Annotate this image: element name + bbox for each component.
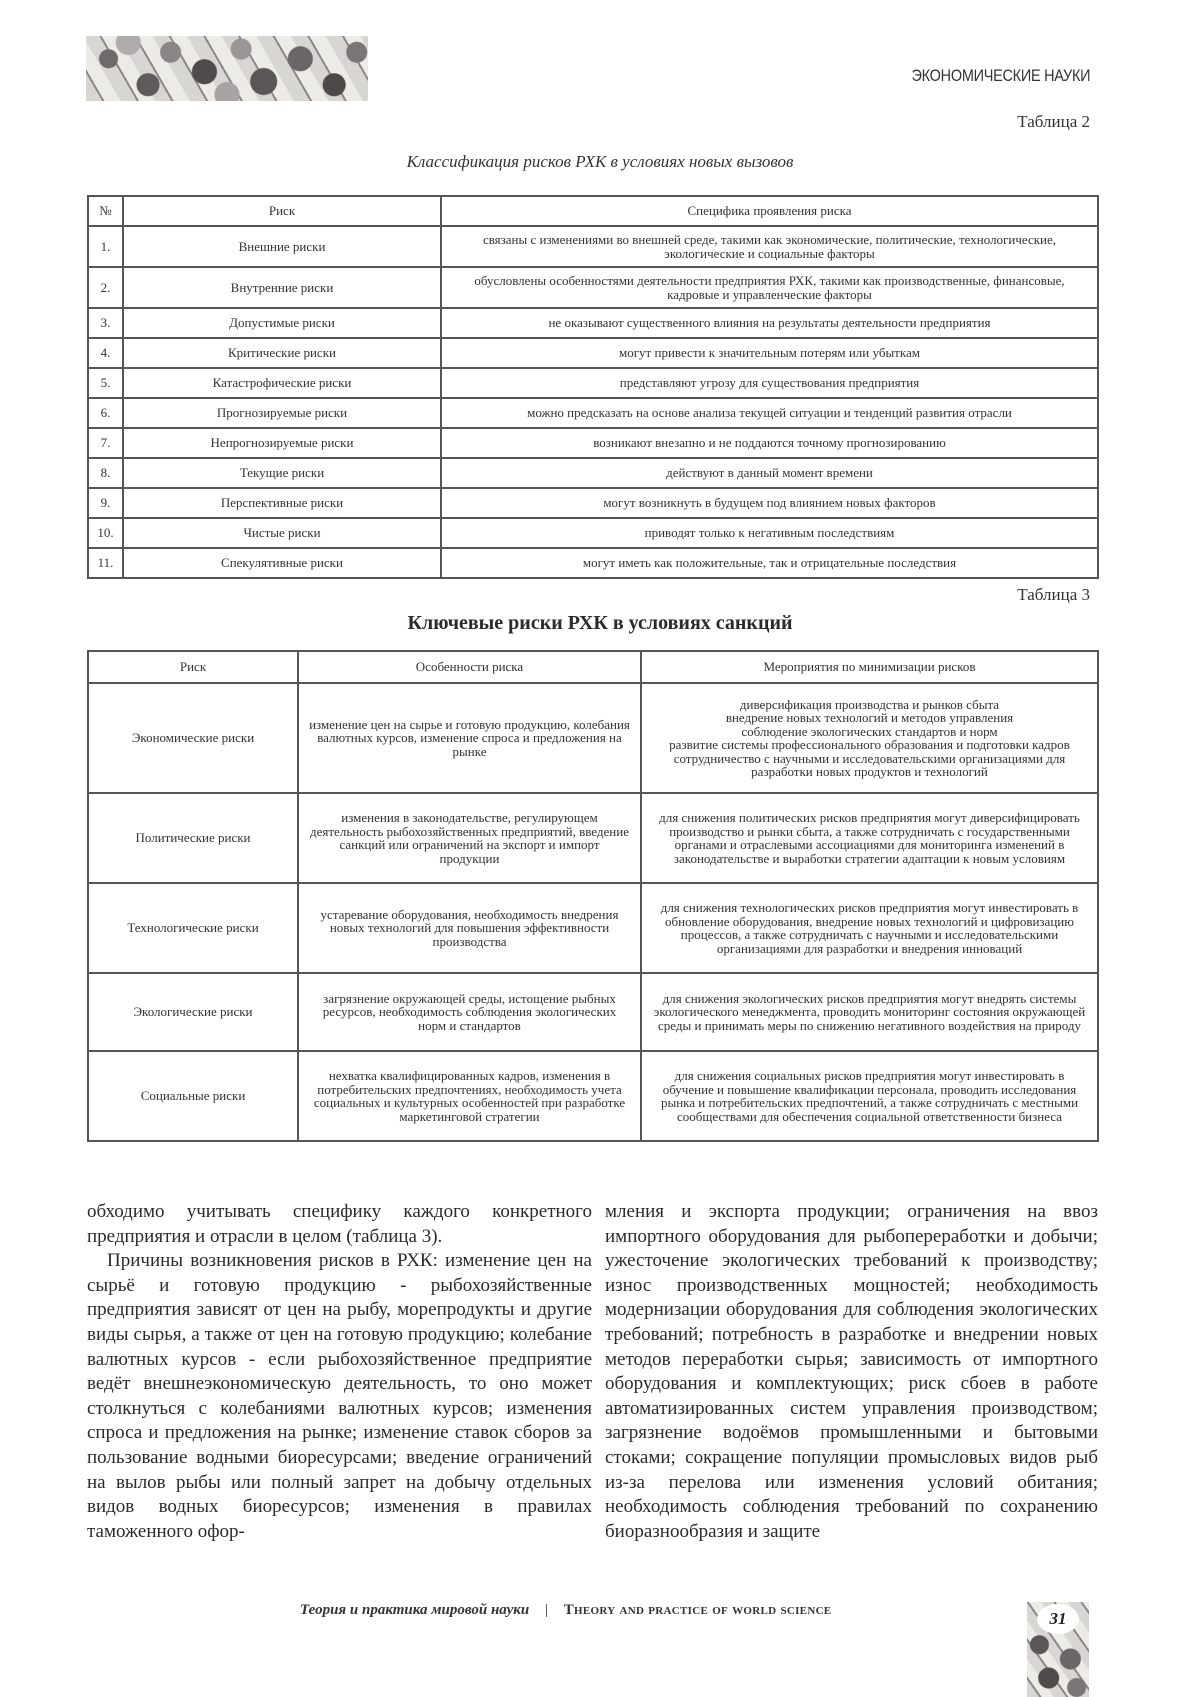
risk-name: Перспективные риски	[123, 488, 441, 518]
table-row	[88, 398, 1098, 428]
measure-line: диверсификация производства и рынков сбыта	[739, 696, 1000, 712]
journal-title-en: Theory and practice of world science	[563, 1602, 832, 1618]
risk-measures: для снижения технологических рисков предприятия могут инвестировать в обновление оборудования, внедрение новых технологий и цифровизацию процессов, а также сотрудничать с научными и исследовательскими организациями для разработки и внедрения инноваций	[641, 883, 1098, 973]
measure-line: развитие системы профессионального образования и подготовки кадров	[669, 737, 1070, 752]
row-number: 5.	[88, 368, 123, 398]
row-number: 11.	[88, 548, 123, 578]
table-row	[88, 793, 1098, 883]
risk-specifics: приводят только к негативным последствиям	[441, 518, 1098, 548]
risk-specifics: могут иметь как положительные, так и отрицательные последствия	[441, 548, 1098, 578]
body-column-right	[605, 1200, 1098, 1544]
risk-name: Текущие риски	[123, 458, 441, 488]
table-row	[88, 973, 1098, 1051]
table-row	[88, 428, 1098, 458]
risk-specifics: действуют в данный момент времени	[441, 458, 1098, 488]
column-header-risk: Риск	[88, 651, 298, 683]
table-row	[88, 548, 1098, 578]
row-number: 8.	[88, 458, 123, 488]
running-head: ЭКОНОМИЧЕСКИЕ НАУКИ	[911, 66, 1090, 85]
risk-name: Политические риски	[88, 793, 298, 883]
risk-name: Экономические риски	[88, 683, 298, 793]
risk-features: изменение цен на сырье и готовую продукцию, колебания валютных курсов, изменение спроса и предложения на рынке	[298, 683, 641, 793]
table-row	[88, 883, 1098, 973]
row-number: 7.	[88, 428, 123, 458]
risk-specifics: можно предсказать на основе анализа текущей ситуации и тенденций развития отрасли	[441, 398, 1098, 428]
risk-classification-table	[87, 195, 1099, 579]
column-header-number: №	[88, 196, 123, 226]
risk-name: Социальные риски	[88, 1051, 298, 1141]
risk-measures	[641, 683, 1098, 793]
footer-separator: |	[544, 1602, 548, 1618]
risk-features: изменения в законодательстве, регулирующем деятельность рыбохозяйственных предприятий, введение санкций или ограничений на экспорт и импорт продукции	[298, 793, 641, 883]
measure-line: соблюдение экологических стандартов и норм	[741, 723, 998, 739]
risk-specifics: обусловлены особенностями деятельности предприятия РХК, такими как производственные, финансовые, кадровые и управленческие факторы	[441, 267, 1098, 308]
row-number: 6.	[88, 398, 123, 428]
risk-name: Внешние риски	[123, 226, 441, 267]
table-row	[88, 226, 1098, 267]
measure-line: внедрение новых технологий и методов управления	[725, 710, 1014, 725]
table-header-row	[88, 196, 1098, 226]
row-number: 9.	[88, 488, 123, 518]
table-row	[88, 518, 1098, 548]
row-number: 3.	[88, 308, 123, 338]
risk-features: загрязнение окружающей среды, истощение рыбных ресурсов, необходимость соблюдения экологических норм и стандартов	[298, 973, 641, 1051]
risk-name: Непрогнозируемые риски	[123, 428, 441, 458]
risk-name: Прогнозируемые риски	[123, 398, 441, 428]
risk-measures: для снижения социальных рисков предприятия могут инвестировать в обучение и повышение квалификации персонала, проводить исследования рынка и потребительских предпочтений, а также сотрудничать с местными сообществами для обеспечения социальной ответственности бизнеса	[641, 1051, 1098, 1141]
column-header-risk: Риск	[123, 196, 441, 226]
risk-name: Критические риски	[123, 338, 441, 368]
measure-line: сотрудничество с научными и исследовательскими организациями для разработки новых продуктов и технологий	[673, 750, 1066, 779]
table-header-row	[88, 651, 1098, 683]
risk-specifics: связаны с изменениями во внешней среде, такими как экономические, политические, технологические, экологические и социальные факторы	[441, 226, 1098, 267]
header-decorative-image	[86, 36, 368, 101]
risk-features: нехватка квалифицированных кадров, изменения в потребительских предпочтениях, необходимость учета социальных и культурных особенностей при разработке маркетинговой стратегии	[298, 1051, 641, 1141]
sanctions-risks-table	[87, 650, 1099, 1142]
table-row	[88, 488, 1098, 518]
table2-title: Классификация рисков РХК в условиях новых вызовов	[406, 152, 794, 171]
risk-name: Технологические риски	[88, 883, 298, 973]
row-number: 1.	[88, 226, 123, 267]
table-row	[88, 683, 1098, 793]
journal-title-ru: Теория и практика мировой науки	[300, 1602, 530, 1618]
table3-label: Таблица 3	[1017, 585, 1090, 604]
column-header-features: Особенности риска	[298, 651, 641, 683]
table-row	[88, 458, 1098, 488]
risk-name: Допустимые риски	[123, 308, 441, 338]
risk-measures: для снижения политических рисков предприятия могут диверсифицировать производство и рынки сбыта, а также сотрудничать с государственными органами и отраслевыми ассоциациями для мониторинга изменений в законодательстве и выработки стратегии адаптации к новым условиям	[641, 793, 1098, 883]
table-row	[88, 267, 1098, 308]
risk-specifics: представляют угрозу для существования предприятия	[441, 368, 1098, 398]
row-number: 4.	[88, 338, 123, 368]
risk-specifics: не оказывают существенного влияния на результаты деятельности предприятия	[441, 308, 1098, 338]
table-row	[88, 1051, 1098, 1141]
risk-specifics: могут возникнуть в будущем под влиянием новых факторов	[441, 488, 1098, 518]
body-paragraph: обходимо учитывать специфику каждого конкретного предприятия и отрасли в целом (таблица 3).	[87, 1201, 592, 1247]
risk-name: Чистые риски	[123, 518, 441, 548]
column-header-measures: Мероприятия по минимизации рисков	[641, 651, 1098, 683]
risk-name: Внутренние риски	[123, 267, 441, 308]
footer	[300, 1602, 831, 1619]
risk-name: Спекулятивные риски	[123, 548, 441, 578]
risk-name: Экологические риски	[88, 973, 298, 1051]
risk-specifics: могут привести к значительным потерям или убыткам	[441, 338, 1098, 368]
risk-features: устаревание оборудования, необходимость внедрения новых технологий для повышения эффективности производства	[298, 883, 641, 973]
row-number: 2.	[88, 267, 123, 308]
table-row	[88, 308, 1098, 338]
column-header-specifics: Специфика проявления риска	[441, 196, 1098, 226]
table-row	[88, 368, 1098, 398]
body-paragraph: Причины возникновения рисков в РХК: изменение цен на сырьё и готовую продукцию - рыбохозяйственные предприятия зависят от цен на рыбу, морепродукты и другие виды сырья, а также от цен на готовую продукцию; колебание валютных курсов - если рыбохозяйственное предприятие ведёт внешнеэкономическую деятельность, то оно может столкнуться с колебаниями валютных курсов; изменения спроса и предложения на рынке; изменение ставок сборов за пользование водными биоресурсами; введение ограничений на вылов рыбы или полный запрет на добычу отдельных видов водных биоресурсов; изменения в правилах таможенного офор-	[87, 1250, 592, 1542]
risk-measures: для снижения экологических рисков предприятия могут внедрять системы экологического менеджмента, проводить мониторинг состояния окружающей среды и принимать меры по снижению негативного воздействия на природу	[641, 973, 1098, 1051]
body-paragraph: мления и экспорта продукции; ограничения на ввоз импортного оборудования для рыбопереработки и добычи; ужесточение экологических требований к производству; износ производственных мощностей; необходимость модернизации оборудования для соблюдения экологических требований; потребность в разработке и внедрении новых методов переработки сырья; зависимость от импортного оборудования и комплектующих; риск сбоев в работе автоматизированных систем управления производством; загрязнение водоёмов промышленными и бытовыми стоками; сокращение популяции промысловых видов рыб из-за перелова или изменения условий обитания; необходимость соблюдения требований по сохранению биоразнообразия и защите	[605, 1201, 1098, 1542]
table2-label: Таблица 2	[1017, 112, 1090, 131]
table-row	[88, 338, 1098, 368]
risk-specifics: возникают внезапно и не поддаются точному прогнозированию	[441, 428, 1098, 458]
row-number: 10.	[88, 518, 123, 548]
body-column-left	[87, 1200, 592, 1544]
table3-title: Ключевые риски РХК в условиях санкций	[407, 612, 793, 634]
page-number: 31	[1037, 1604, 1079, 1634]
risk-name: Катастрофические риски	[123, 368, 441, 398]
